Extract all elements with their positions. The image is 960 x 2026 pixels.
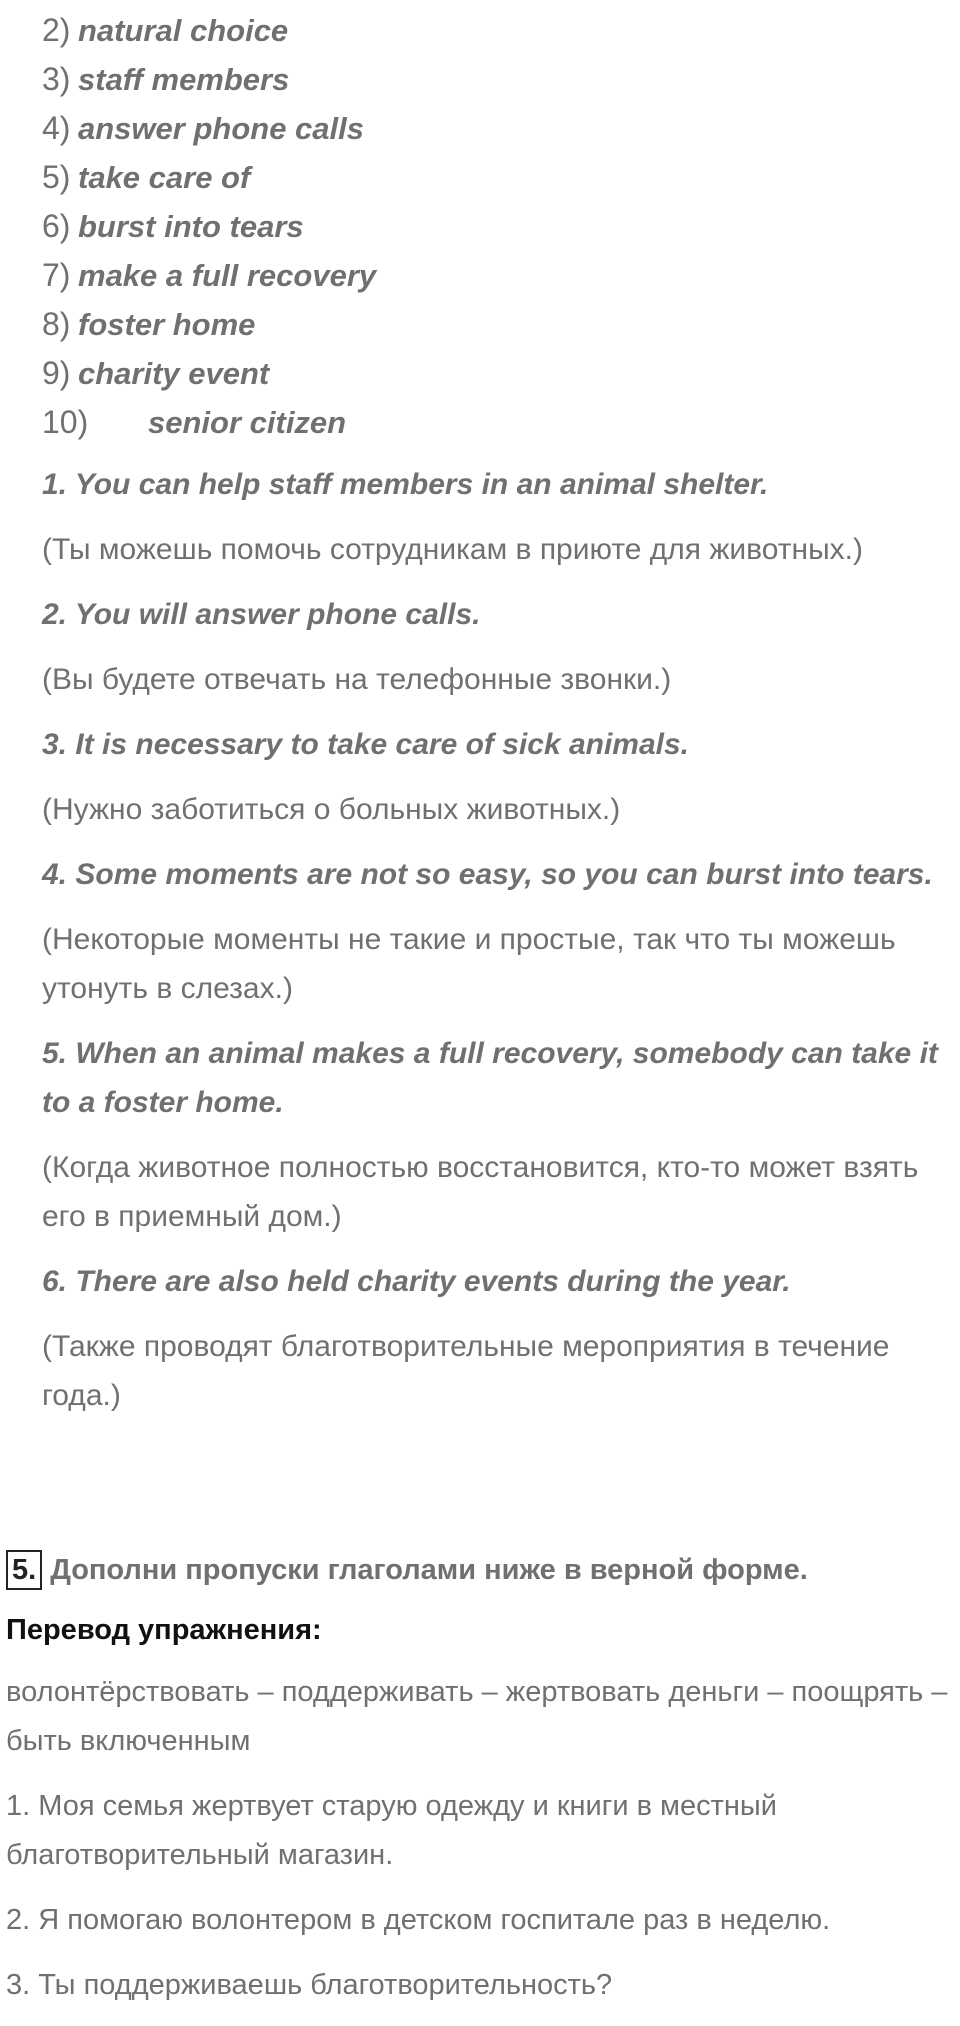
list-term: charity event [78, 356, 270, 391]
list-number: 8) [42, 306, 71, 342]
russian-translation: (Нужно заботиться о больных животных.) [42, 793, 621, 826]
list-number: 4) [42, 110, 71, 146]
verb-list: волонтёрствовать – поддерживать – жертвовать деньги – поощрять – быть включенным [6, 1676, 948, 1757]
russian-translation: (Также проводят благотворительные мероприятия в течение года.) [42, 1330, 890, 1412]
exercise-item: 3. Ты поддерживаешь благотворительность? [6, 1969, 613, 2001]
list-item [42, 253, 376, 302]
english-sentence: 3. It is necessary to take care of sick animals. [42, 728, 690, 761]
list-item [42, 8, 376, 57]
list-term: make a full recovery [78, 258, 377, 293]
list-number: 6) [42, 208, 71, 244]
list-term: burst into tears [78, 209, 304, 244]
russian-translation: (Вы будете отвечать на телефонные звонки.) [42, 663, 672, 696]
exercise-item: 2. Я помогаю волонтером в детском госпитале раз в неделю. [6, 1904, 831, 1936]
list-term: senior citizen [148, 405, 347, 440]
list-item [42, 302, 376, 351]
exercise-header [6, 1548, 956, 1592]
list-item [42, 351, 376, 400]
list-number: 2) [42, 12, 71, 48]
list-item [42, 400, 376, 449]
sentence-translations [42, 460, 942, 1436]
english-sentence: 1. You can help staff members in an animal shelter. [42, 468, 769, 501]
list-term: answer phone calls [78, 111, 364, 146]
english-sentence: 2. You will answer phone calls. [42, 598, 481, 631]
list-item [42, 57, 376, 106]
list-item [42, 155, 376, 204]
translation-heading: Перевод упражнения: [6, 1614, 322, 1646]
list-term: foster home [78, 307, 256, 342]
exercise-instruction: Дополни пропуски глаголами ниже в верной форме. [50, 1554, 808, 1586]
list-number: 3) [42, 61, 71, 97]
exercise-section [6, 1548, 956, 2026]
list-item [42, 204, 376, 253]
list-number: 7) [42, 257, 71, 293]
exercise-item: 1. Моя семья жертвует старую одежду и книги в местный благотворительный магазин. [6, 1790, 777, 1871]
list-number: 5) [42, 159, 71, 195]
russian-translation: (Некоторые моменты не такие и простые, так что ты можешь утонуть в слезах.) [42, 923, 896, 1005]
russian-translation: (Когда животное полностью восстановится, кто-то может взять его в приемный дом.) [42, 1151, 919, 1233]
list-term: natural choice [78, 13, 289, 48]
russian-translation: (Ты можешь помочь сотрудникам в приюте для животных.) [42, 533, 864, 566]
english-sentence: 4. Some moments are not so easy, so you can burst into tears. [42, 858, 933, 891]
exercise-number: 5. [6, 1550, 42, 1590]
english-sentence: 6. There are also held charity events during the year. [42, 1265, 791, 1298]
list-term: staff members [78, 62, 290, 97]
list-number: 9) [42, 355, 71, 391]
english-sentence: 5. When an animal makes a full recovery, somebody can take it to a foster home. [42, 1037, 938, 1119]
list-item [42, 106, 376, 155]
list-number: 10) [42, 404, 89, 440]
vocabulary-list [42, 8, 376, 449]
list-term: take care of [78, 160, 251, 195]
